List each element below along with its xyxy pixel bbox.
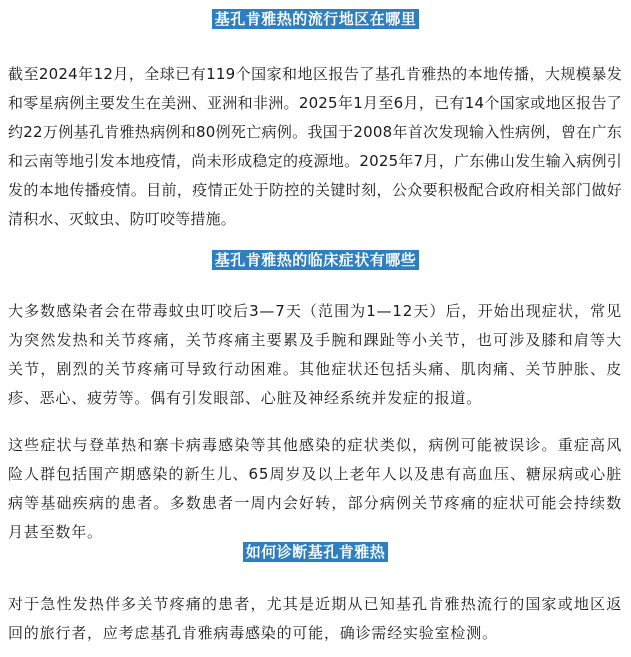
section-heading: 基孔肯雅热的流行地区在哪里 bbox=[212, 9, 420, 29]
paragraph: 对于急性发热伴多关节疼痛的患者，尤其是近期从已知基孔肯雅热流行的国家或地区返回的旅行者，应考虑基孔肯雅病毒感染的可能，确诊需经实验室检测。 bbox=[8, 595, 622, 642]
section-heading: 基孔肯雅热的临床症状有哪些 bbox=[212, 250, 420, 270]
paragraph: 大多数感染者会在带毒蚊虫叮咬后3—7天（范围为1—12天）后，开始出现症状，常见为突然发热和关节疼痛，关节疼痛主要累及手腕和踝趾等小关节，也可涉及膝和肩等大关节，剧烈的关节疼痛可导致行动困难。其他症状还包括头痛、肌肉痛、关节肿胀、皮疹、恶心、疲劳等。偶有引发眼部、心脏及神经系统并发症的报道。 bbox=[8, 302, 622, 407]
paragraph: 这些症状与登革热和寨卡病毒感染等其他感染的症状类似，病例可能被误诊。重症高风险人群包括围产期感染的新生儿、65周岁及以上老年人以及患有高血压、糖尿病或心脏病等基础疾病的患者。多数患者一周内会好转，部分病例关节疼痛的症状可能会持续数月甚至数年。 bbox=[8, 436, 622, 541]
section-1-heading-wrap bbox=[0, 9, 631, 29]
section-2-heading-wrap bbox=[0, 250, 631, 270]
paragraph: 截至2024年12月，全球已有119个国家和地区报告了基孔肯雅热的本地传播，大规模暴发和零星病例主要发生在美洲、亚洲和非洲。2025年1月至6月，已有14个国家或地区报告了约22万例基孔肯雅热病例和80例死亡病例。我国于2008年首次发现输入性病例，曾在广东和云南等地引发本地疫情，尚未形成稳定的疫源地。2025年7月，广东佛山发生输入病例引发的本地传播疫情。目前，疫情正处于防控的关键时刻，公众要积极配合政府相关部门做好清积水、灭蚊虫、防叮咬等措施。 bbox=[8, 65, 622, 228]
section-3-heading-wrap bbox=[0, 542, 631, 562]
section-heading: 如何诊断基孔肯雅热 bbox=[243, 542, 389, 562]
